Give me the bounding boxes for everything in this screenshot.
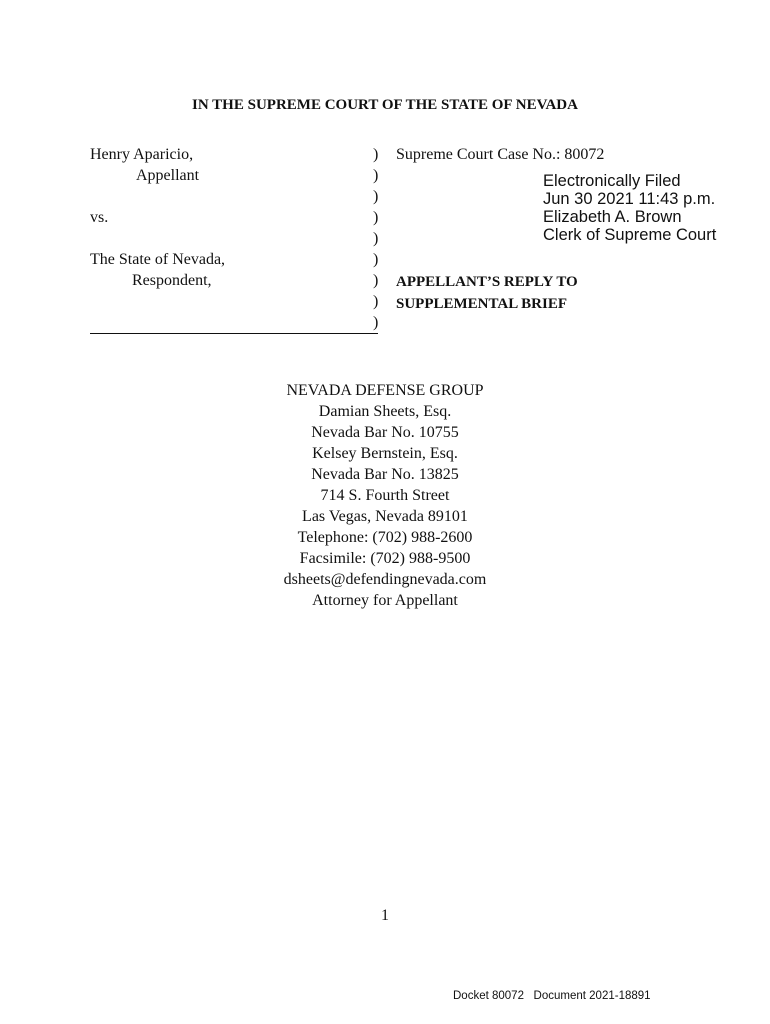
efile-line: Electronically Filed	[543, 172, 681, 190]
appellant-role: Appellant	[136, 167, 200, 184]
bar-number: Nevada Bar No. 13825	[311, 466, 459, 483]
document-title-line: SUPPLEMENTAL BRIEF	[396, 296, 567, 312]
counsel-block	[0, 380, 770, 611]
firm-name: NEVADA DEFENSE GROUP	[286, 382, 484, 399]
email-address: dsheets@defendingnevada.com	[283, 571, 487, 588]
bar-number: Nevada Bar No. 10755	[311, 424, 459, 441]
facsimile: Facsimile: (702) 988-9500	[299, 550, 471, 567]
attorney-name: Kelsey Bernstein, Esq.	[312, 445, 458, 462]
caption-divider	[90, 333, 378, 334]
appellant-name: Henry Aparicio,	[90, 146, 194, 163]
respondent-role: Respondent,	[132, 272, 212, 289]
page-number: 1	[381, 907, 389, 924]
electronic-filing-stamp	[543, 172, 716, 244]
efile-line: Jun 30 2021 11:43 p.m.	[543, 190, 716, 208]
case-number: Supreme Court Case No.: 80072	[396, 146, 605, 163]
attorney-name: Damian Sheets, Esq.	[318, 403, 452, 420]
counsel-role: Attorney for Appellant	[312, 592, 458, 609]
caption-parenthesis-column: ) ) ) ) ) ) ) ) )	[373, 146, 379, 331]
telephone: Telephone: (702) 988-2600	[297, 529, 473, 546]
efile-line: Clerk of Supreme Court	[543, 226, 717, 244]
versus-label: vs.	[90, 209, 109, 226]
efile-line: Elizabeth A. Brown	[543, 208, 682, 226]
document-title-line: APPELLANT’S REPLY TO	[396, 274, 578, 290]
document-title	[396, 271, 578, 315]
case-caption	[90, 144, 370, 291]
docket-footer: Docket 80072 Document 2021-18891	[453, 990, 651, 1002]
respondent-name: The State of Nevada,	[90, 251, 226, 268]
city-address: Las Vegas, Nevada 89101	[302, 508, 468, 525]
street-address: 714 S. Fourth Street	[320, 487, 450, 504]
court-title: IN THE SUPREME COURT OF THE STATE OF NEVADA	[192, 97, 578, 113]
